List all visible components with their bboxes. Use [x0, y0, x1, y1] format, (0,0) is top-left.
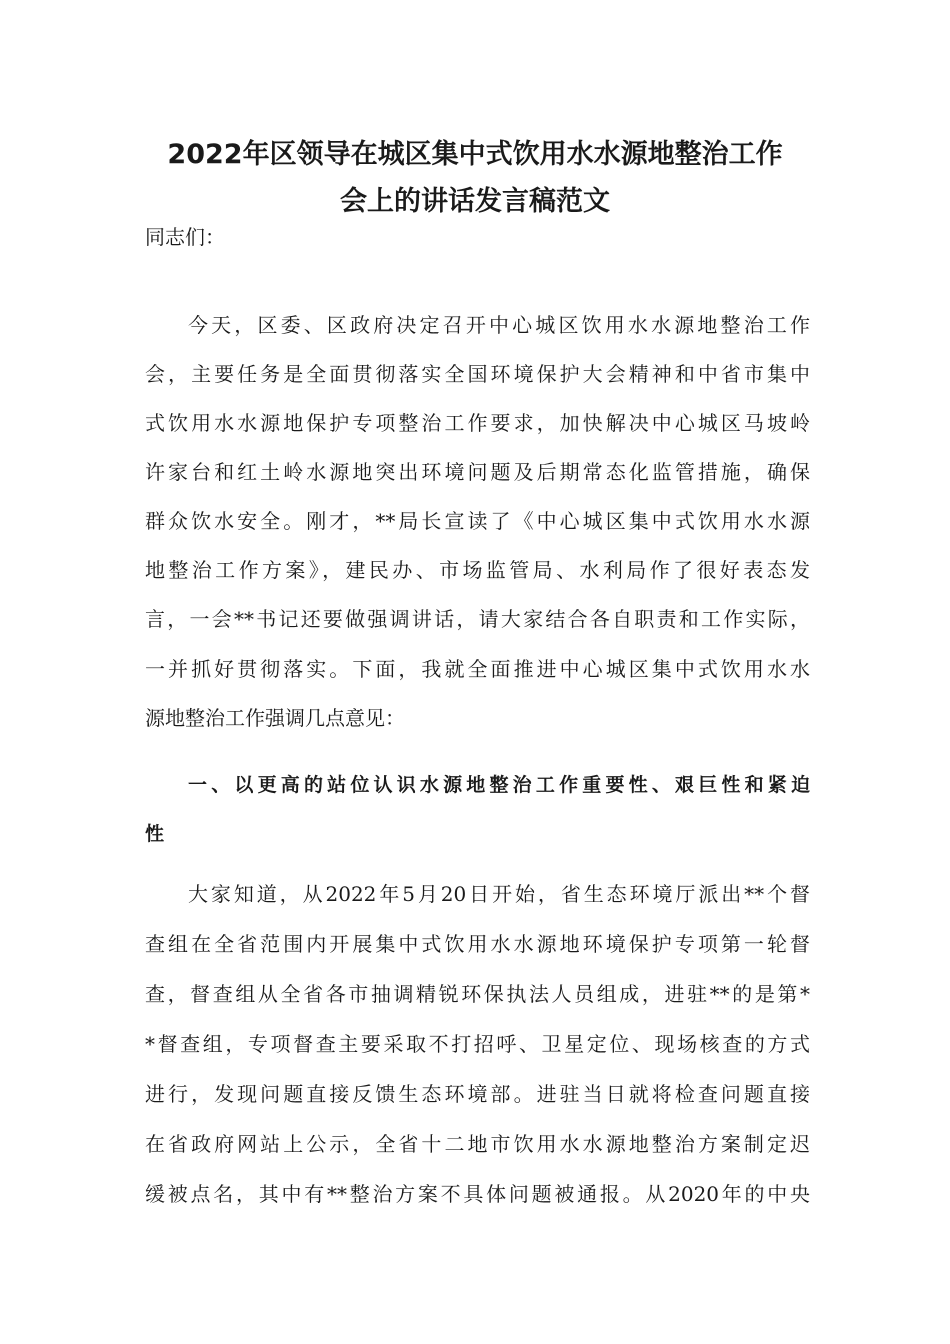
paragraph-2-line: 在省政府网站上公示，全省十二地市饮用水水源地整治方案制定迟 [145, 1132, 810, 1156]
paragraph-1-line: 今天，区委、区政府决定召开中心城区饮用水水源地整治工作 [188, 313, 810, 337]
paragraph-1-line: 会，主要任务是全面贯彻落实全国环境保护大会精神和中省市集中 [145, 362, 810, 386]
salutation: 同志们： [145, 225, 225, 249]
paragraph-2-line: 大家知道，从2022年5月20日开始，省生态环境厅派出**个督 [188, 882, 810, 906]
paragraph-1-line: 群众饮水安全。刚才，**局长宣读了《中心城区集中式饮用水水源 [145, 509, 810, 533]
paragraph-1-line: 许家台和红土岭水源地突出环境问题及后期常态化监管措施，确保 [145, 460, 810, 484]
paragraph-1-line: 言，一会**书记还要做强调讲话，请大家结合各自职责和工作实际， [145, 607, 810, 631]
document-title-line-1: 2022年区领导在城区集中式饮用水水源地整治工作 [167, 139, 783, 170]
paragraph-1-line: 地整治工作方案》，建民办、市场监管局、水利局作了很好表态发 [145, 558, 810, 582]
section-heading-line: 一、以更高的站位认识水源地整治工作重要性、艰巨性和紧迫 [188, 774, 810, 796]
paragraph-1-line: 一并抓好贯彻落实。下面，我就全面推进中心城区集中式饮用水水 [145, 657, 810, 681]
paragraph-2-line: *督查组，专项督查主要采取不打招呼、卫星定位、现场核查的方式 [145, 1032, 810, 1056]
paragraph-1-line: 式饮用水水源地保护专项整治工作要求，加快解决中心城区马坡岭 [145, 411, 810, 435]
paragraph-2-line: 进行，发现问题直接反馈生态环境部。进驻当日就将检查问题直接 [145, 1082, 810, 1106]
paragraph-1-line: 源地整治工作强调几点意见： [145, 706, 405, 730]
paragraph-2-line: 查，督查组从全省各市抽调精锐环保执法人员组成，进驻**的是第* [145, 982, 810, 1006]
document-title-line-2: 会上的讲话发言稿范文 [340, 186, 610, 217]
section-heading-line: 性 [145, 823, 165, 845]
paragraph-2-line: 查组在全省范围内开展集中式饮用水水源地环境保护专项第一轮督 [145, 932, 810, 956]
paragraph-2-line: 缓被点名，其中有**整治方案不具体问题被通报。从2020年的中央 [145, 1182, 810, 1206]
